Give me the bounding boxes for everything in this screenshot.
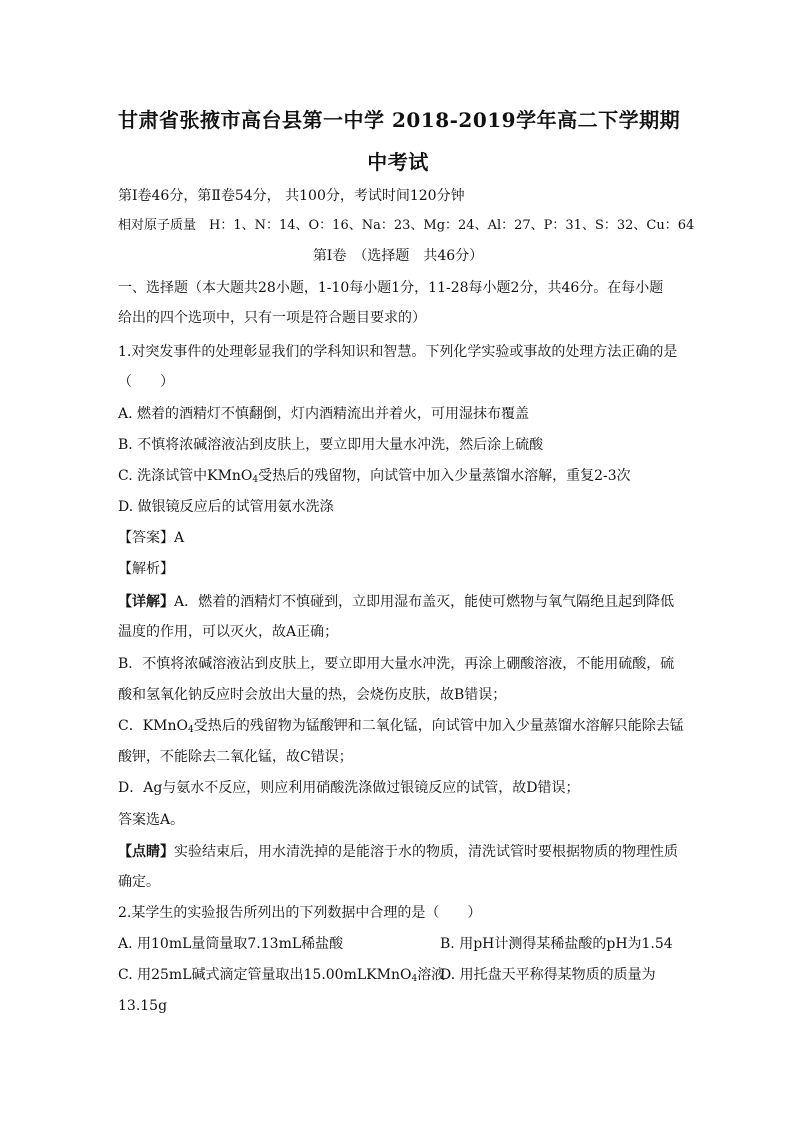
q1-tip-label: 【点睛】	[118, 844, 174, 860]
q2-options-row2	[118, 965, 678, 989]
q1-answer: 【答案】A	[118, 530, 185, 546]
q2-stem: 2.某学生的实验报告所列出的下列数据中合理的是（ ）	[118, 905, 482, 921]
q1-detail-c-sub: 4	[188, 725, 194, 735]
q1-detail-d: D．Ag与氨水不反应，则应利用硝酸洗涤做过银镜反应的试管，故D错误；	[118, 780, 580, 796]
q1-option-a: A. 燃着的酒精灯不慎翻倒，灯内酒精流出并着火，可用湿抹布覆盖	[118, 406, 530, 422]
section-intro-line1: 一、选择题（本大题共28小题，1-10每小题1分，11-28每小题2分，共46分。在每小题	[118, 280, 664, 296]
q1-detail-c-pre: C．KMnO	[118, 718, 188, 734]
q1-detail-a-text: A．燃着的酒精灯不慎碰到，立即用湿布盖灭，能使可燃物与氧气隔绝且起到降低	[174, 594, 675, 610]
q1-option-d: D. 做银镜反应后的试管用氨水洗涤	[118, 499, 334, 515]
exam-title-line2: 中考试	[367, 150, 429, 174]
q2-option-b: B. 用pH计测得某稀盐酸的pH为1.54	[440, 936, 673, 952]
q1-tip-text: 实验结束后，用水清洗掉的是能溶于水的物质，清洗试管时要根据物质的物理性质	[174, 844, 678, 860]
atomic-mass-info: 相对原子质量 H：1、N：14、O：16、Na：23、Mg：24、Al：27、P：31、S：32、Cu：64	[118, 218, 695, 233]
exam-title-line1: 甘肃省张掖市高台县第一中学 2018-2019学年高二下学期期	[118, 108, 681, 132]
q1-tip-line2: 确定。	[118, 874, 160, 890]
q2-option-c-post: 溶液	[417, 967, 446, 983]
section-intro-line2: 给出的四个选项中，只有一项是符合题目要求的）	[118, 310, 426, 326]
q2-option-d: D. 用托盘天平称得某物质的质量为	[440, 967, 656, 983]
q1-detail-c-line1	[118, 716, 684, 740]
q1-conclusion: 答案选A。	[118, 812, 185, 828]
score-info: 第Ⅰ卷46分，第Ⅱ卷54分， 共100分，考试时间120分钟	[118, 188, 465, 204]
q1-option-c	[118, 466, 631, 490]
q1-detail-c-post: 受热后的残留物为锰酸钾和二氧化锰，向试管中加入少量蒸馏水溶解只能除去锰	[193, 718, 684, 734]
q1-detail-b-line1: B．不慎将浓碱溶液沾到皮肤上，要立即用大量水冲洗，再涂上硼酸溶液，不能用硫酸，硫	[118, 656, 675, 672]
q2-options-row1	[118, 934, 678, 954]
section-heading: 第Ⅰ卷 （选择题 共46分）	[312, 248, 484, 264]
q1-option-c-sub: 4	[252, 475, 259, 485]
q1-detail-a-line2: 温度的作用，可以灭火，故A正确；	[118, 624, 339, 640]
q2-option-c-pre: C. 用25mL碱式滴定管量取出15.00mLKMnO	[118, 967, 412, 983]
q1-option-c-post: 受热后的残留物，向试管中加入少量蒸馏水溶解，重复2-3次	[258, 468, 631, 484]
q1-tip-line1	[118, 842, 678, 862]
q1-analysis-label: 【解析】	[118, 561, 174, 577]
q1-stem-line2: （ ）	[118, 374, 174, 390]
q1-stem-line1: 1.对突发事件的处理彰显我们的学科知识和智慧。下列化学实验或事故的处理方法正确的是	[118, 344, 678, 360]
q1-detail-label: 【详解】	[118, 594, 174, 610]
q2-option-c-sub: 4	[411, 974, 418, 984]
q1-detail-c-line2: 酸钾，不能除去二氧化锰，故C错误；	[118, 749, 353, 765]
q1-option-b: B. 不慎将浓碱溶液沾到皮肤上，要立即用大量水冲洗，然后涂上硫酸	[118, 437, 544, 453]
q2-option-c	[118, 967, 445, 983]
q2-option-d-line2: 13.15g	[118, 998, 168, 1014]
q1-detail-a-line1	[118, 592, 674, 612]
q1-option-c-pre: C. 洗涤试管中KMnO	[118, 468, 253, 484]
q2-option-a: A. 用10mL量筒量取7.13mL稀盐酸	[118, 936, 344, 952]
q1-detail-b-line2: 酸和氢氧化钠反应时会放出大量的热，会烧伤皮肤，故B错误；	[118, 687, 507, 703]
